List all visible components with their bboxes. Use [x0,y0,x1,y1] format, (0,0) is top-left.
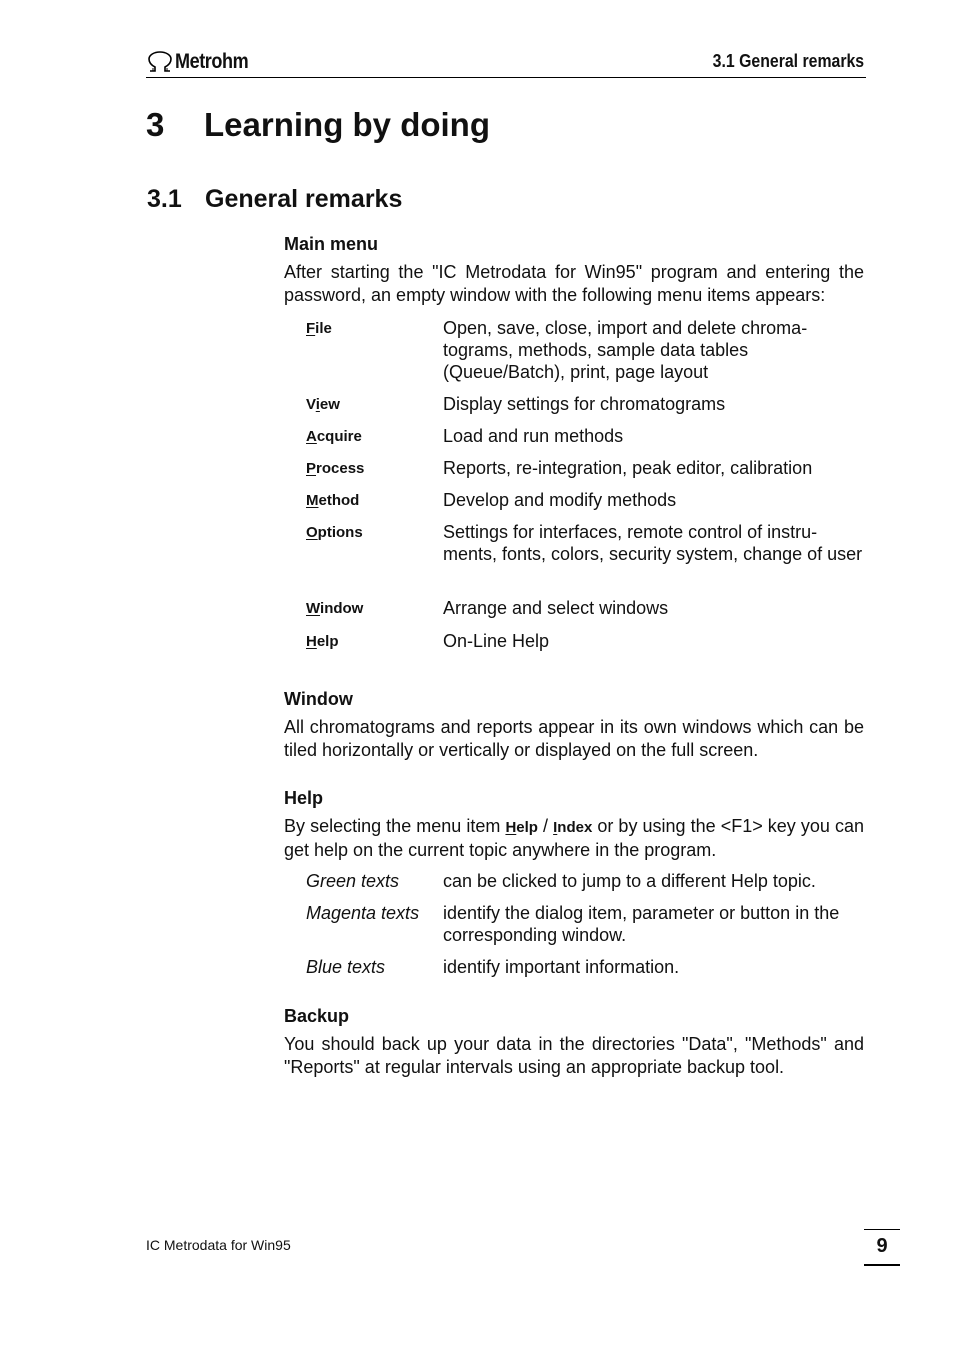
help-heading: Help [284,788,324,808]
chapter-heading [146,106,490,144]
menu-item-description: On-Line Help [443,631,550,651]
menu-item-label: Window [306,600,364,617]
index-menu-reference: Index [553,819,593,836]
window-paragraph: All chromatograms and reports appear in its own windows which can be tiled horizontally or vertically or displayed on the full screen. [284,717,864,760]
chapter-title: Learning by doing [204,106,490,143]
help-menu-reference: Help [505,819,538,836]
window-heading: Window [284,689,353,709]
brand-name: Metrohm [175,50,249,73]
header-rule [146,77,866,78]
menu-item-label: View [306,396,340,413]
help-paragraph: By selecting the menu item Help / Index or by using the <F1> key you can get help on the current topic anywhere in the program. [284,816,864,860]
footer-title: IC Metrodata for Win95 [146,1237,291,1253]
legend-term: Magenta texts [306,903,420,923]
menu-item-label: Process [306,460,365,477]
menu-item-label: Method [306,492,360,509]
menu-item-description: Load and run methods [443,426,624,446]
menu-item-label: Acquire [306,428,362,445]
menu-item-label: Help [306,633,339,650]
main-menu-heading: Main menu [284,234,379,254]
legend-description: can be clicked to jump to a different Help topic. [443,871,816,891]
main-menu-intro: After starting the "IC Metrodata for Win95" program and entering the password, an empty window with the following menu items appears: [284,262,864,305]
backup-paragraph: You should back up your data in the directories "Data", "Methods" and "Reports" at regular intervals using an appropriate backup tool. [284,1034,864,1077]
chapter-number: 3 [146,106,165,143]
section-title: General remarks [205,185,403,213]
section-heading [147,185,402,214]
legend-description: identify important information. [443,957,680,977]
omega-logo-icon [146,51,174,73]
running-head: 3.1 General remarks [712,51,864,71]
menu-item-label: File [306,320,332,337]
menu-item-description: Reports, re-integration, peak editor, calibration [443,458,813,478]
brand-logo [146,50,260,74]
legend-description: identify the dialog item, parameter or button in the corresponding window. [443,903,840,945]
backup-heading: Backup [284,1006,350,1026]
menu-item-description: Display settings for chromatograms [443,394,726,414]
menu-item-description: Open, save, close, import and delete chroma-tograms, methods, sample data tables (Queue/Batch), print, page layout [443,318,808,382]
page-number: 9 [876,1235,888,1257]
section-number: 3.1 [147,185,182,213]
menu-item-description: Arrange and select windows [443,598,669,618]
menu-item-description: Settings for interfaces, remote control of instru-ments, fonts, colors, security system, change of user [443,522,863,564]
legend-term: Blue texts [306,957,386,977]
menu-item-label: Options [306,524,363,541]
menu-item-description: Develop and modify methods [443,490,677,510]
legend-term: Green texts [306,871,400,891]
